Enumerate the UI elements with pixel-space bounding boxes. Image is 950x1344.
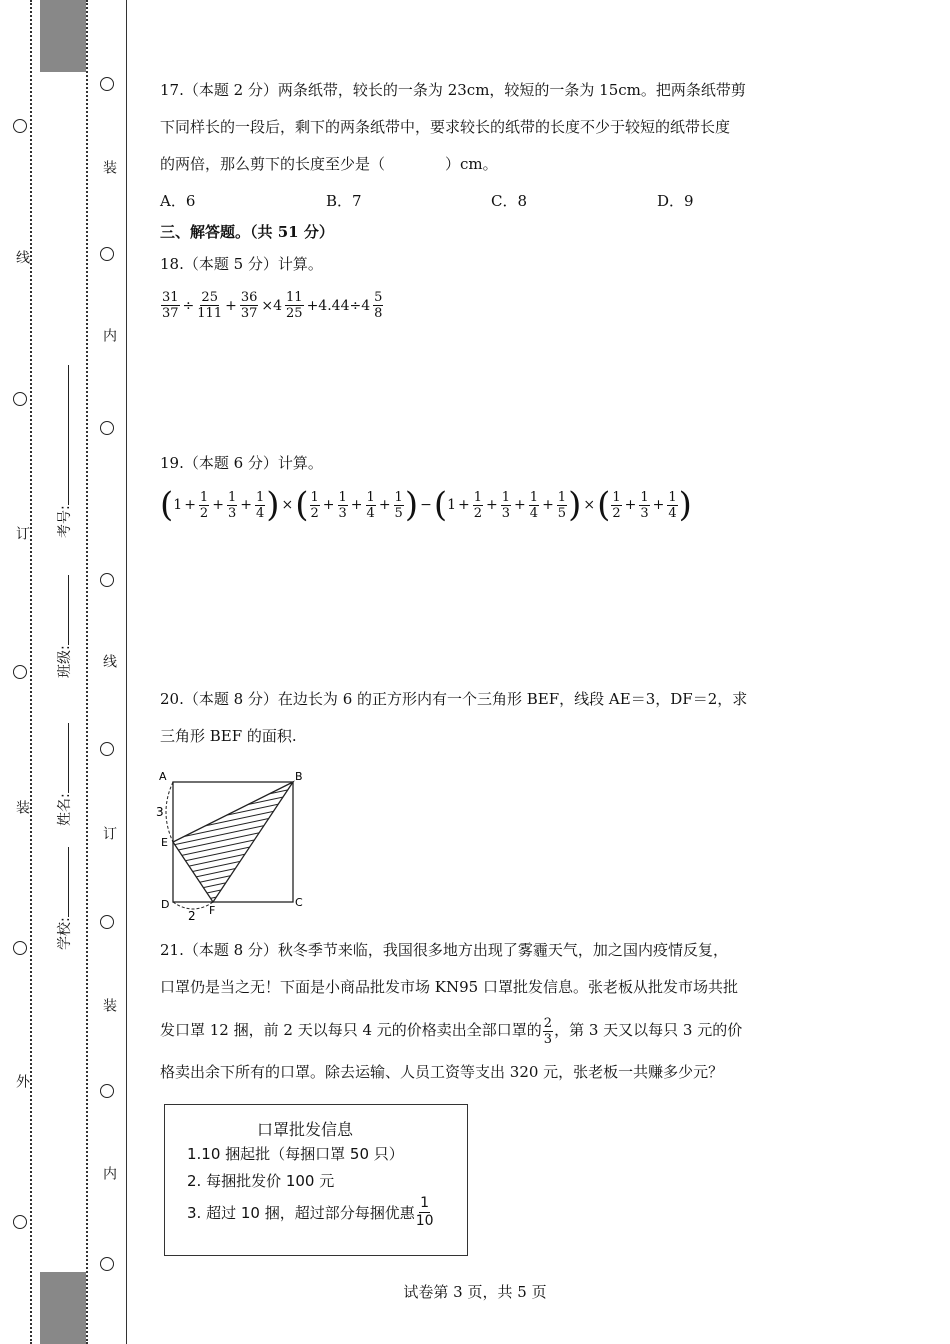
q17-option-d[interactable]: D．9 xyxy=(657,192,694,210)
q21-frac-two-thirds: $\frac{2}{3}$ xyxy=(543,1015,553,1047)
q19-frac: $\frac{1}{2}$ xyxy=(199,489,209,521)
q19-expression: ( 1 + $\frac{1}{2}$ + $\frac{1}{3}$ + $\frac{1}{4}$ ) × ( $\frac{1}{2}$ + $\frac{1}{3}$ + $\frac{1}{4}$ + $\frac{1}{5}$ ) − ( 1 + $\frac{1}{2}$ + $\frac{1}{3}$ + $\frac{1}{4}$ + $\frac{1}{5}$ ) × ( $\frac{1}{2}$ + $\frac{1}{3}$ + $\frac{1}{4}$ ) xyxy=(160,485,692,525)
inner-circle-2 xyxy=(100,246,114,265)
label-c: C xyxy=(295,896,303,909)
ae-brace xyxy=(166,782,173,842)
q20-figure xyxy=(155,766,315,922)
gray-band-top xyxy=(40,0,86,72)
info-box-frac: $\frac{1}{10}$ xyxy=(415,1195,434,1229)
field-class[interactable]: 班级: xyxy=(54,575,74,678)
label-b: B xyxy=(295,770,303,783)
inner-circle-5 xyxy=(100,741,114,760)
q18-stem: 18.（本题 5 分）计算。 xyxy=(160,255,323,273)
label-d: D xyxy=(161,898,170,911)
field-school[interactable]: 学校: xyxy=(54,847,74,950)
q19-frac: $\frac{1}{3}$ xyxy=(338,489,347,521)
inner-label-nei: 内 xyxy=(101,328,117,344)
q17-stem-line3: 的两倍，那么剪下的长度至少是（ ）cm。 xyxy=(160,155,498,173)
q18-frac-2: $\frac{25}{111}$ xyxy=(197,290,223,321)
q18-op-plus: + xyxy=(225,297,237,314)
inner-circle-4 xyxy=(100,572,114,591)
q19-frac: $\frac{1}{3}$ xyxy=(227,489,237,521)
q21-stem-line4: 格卖出余下所有的口罩。除去运输、人员工资等支出 320 元，张老板一共赚多少元？ xyxy=(160,1063,724,1081)
outer-circle-4 xyxy=(13,940,27,959)
outer-circle-3 xyxy=(13,664,27,683)
q18-frac-1: $\frac{31}{37}$ xyxy=(162,290,179,321)
info-box-line1: 1.10 捆起批（每捆口罩 50 只） xyxy=(187,1145,404,1163)
q17-options xyxy=(160,190,800,216)
q18-frac-3: $\frac{36}{37}$ xyxy=(240,290,258,321)
inner-circle-8 xyxy=(100,1256,114,1275)
q17-stem-line2: 下同样长的一段后，剩下的两条纸带中，要求较长的纸带的长度不少于较短的纸带长度 xyxy=(160,118,731,136)
outer-circle-1 xyxy=(13,118,27,137)
q19-frac: $\frac{1}{2}$ xyxy=(310,489,319,521)
q21-stem-line1: 21.（本题 8 分）秋冬季节来临，我国很多地方出现了雾霾天气，加之国内疫情反复， xyxy=(160,941,728,959)
q18-tail: +4.44÷4 xyxy=(306,297,371,314)
info-box-line2: 2. 每捆批发价 100 元 xyxy=(187,1172,335,1190)
q19-frac: $\frac{1}{4}$ xyxy=(255,489,265,521)
q19-stem: 19.（本题 6 分）计算。 xyxy=(160,454,323,472)
inner-dotted-rule xyxy=(86,0,88,1344)
inner-label-zhuang: 装 xyxy=(101,160,117,176)
section3-title: 三、解答题。（共 51 分） xyxy=(160,223,334,241)
inner-label-xian: 线 xyxy=(101,654,117,670)
outer-label-xian: 线 xyxy=(14,250,30,266)
df-brace xyxy=(173,902,213,909)
q17-option-b[interactable]: B．7 xyxy=(326,192,362,210)
label-df-length: 2 xyxy=(188,909,196,922)
field-exam-number[interactable]: 考号: xyxy=(54,365,74,538)
q20-stem-line1: 20.（本题 8 分）在边长为 6 的正方形内有一个三角形 BEF，线段 AE＝3，DF＝2，求 xyxy=(160,690,748,708)
q19-frac: $\frac{1}{2}$ xyxy=(473,489,483,521)
outer-dotted-rule xyxy=(30,0,32,1344)
binding-edge-rule xyxy=(126,0,127,1344)
q18-frac-5: $\frac{5}{8}$ xyxy=(374,290,383,321)
q17-option-a[interactable]: A．6 xyxy=(160,192,196,210)
label-ae-length: 3 xyxy=(156,805,164,819)
outer-circle-2 xyxy=(13,391,27,410)
q19-frac: $\frac{1}{4}$ xyxy=(366,489,375,521)
q19-frac: $\frac{1}{2}$ xyxy=(612,489,621,521)
info-box-line3: 3. 超过 10 捆，超过部分每捆优惠 $\frac{1}{10}$ xyxy=(187,1195,434,1229)
outer-label-ding: 订 xyxy=(14,526,30,542)
q19-frac: $\frac{1}{5}$ xyxy=(394,489,403,521)
q19-frac: $\frac{1}{5}$ xyxy=(557,489,567,521)
q20-stem-line2: 三角形 BEF 的面积. xyxy=(160,727,297,745)
outer-circle-5 xyxy=(13,1214,27,1233)
inner-label-nei-2: 内 xyxy=(101,1166,117,1182)
inner-label-zhuang-2: 装 xyxy=(101,998,117,1014)
label-e: E xyxy=(161,836,168,849)
inner-circle-6 xyxy=(100,914,114,933)
label-f: F xyxy=(209,904,216,917)
q21-stem-line2: 口罩仍是当之无！下面是小商品批发市场 KN95 口罩批发信息。张老板从批发市场共批 xyxy=(160,978,738,996)
q19-frac: $\frac{1}{4}$ xyxy=(668,489,677,521)
q19-frac: $\frac{1}{3}$ xyxy=(501,489,511,521)
inner-circle-7 xyxy=(100,1083,114,1102)
q18-op-times: ×4 xyxy=(261,297,283,314)
inner-circle-3 xyxy=(100,420,114,439)
q19-frac: $\frac{1}{3}$ xyxy=(640,489,649,521)
info-box-title: 口罩批发信息 xyxy=(257,1120,354,1139)
triangle-bef xyxy=(173,782,293,902)
q19-frac: $\frac{1}{4}$ xyxy=(529,489,539,521)
inner-circle-1 xyxy=(100,76,114,95)
outer-label-wai: 外 xyxy=(14,1074,30,1090)
label-a: A xyxy=(159,770,167,783)
page-footer: 试卷第 3 页，共 5 页 xyxy=(403,1283,547,1301)
inner-label-ding: 订 xyxy=(101,826,117,842)
q18-frac-4: $\frac{11}{25}$ xyxy=(286,290,303,321)
outer-label-zhuang: 装 xyxy=(14,800,30,816)
wholesale-info-box xyxy=(164,1104,468,1256)
q18-op-div: ÷ xyxy=(182,297,195,314)
q21-stem-line3: 发口罩 12 捆，前 2 天以每只 4 元的价格卖出全部口罩的 $\frac{2}{3}$ ，第 3 天又以每只 3 元的价 xyxy=(160,1015,743,1047)
field-name[interactable]: 姓名: xyxy=(54,723,74,826)
q18-expression xyxy=(160,290,384,321)
q17-option-c[interactable]: C．8 xyxy=(491,192,528,210)
q17-stem-line1: 17.（本题 2 分）两条纸带，较长的一条为 23cm，较短的一条为 15cm。把两条纸带剪 xyxy=(160,81,746,99)
